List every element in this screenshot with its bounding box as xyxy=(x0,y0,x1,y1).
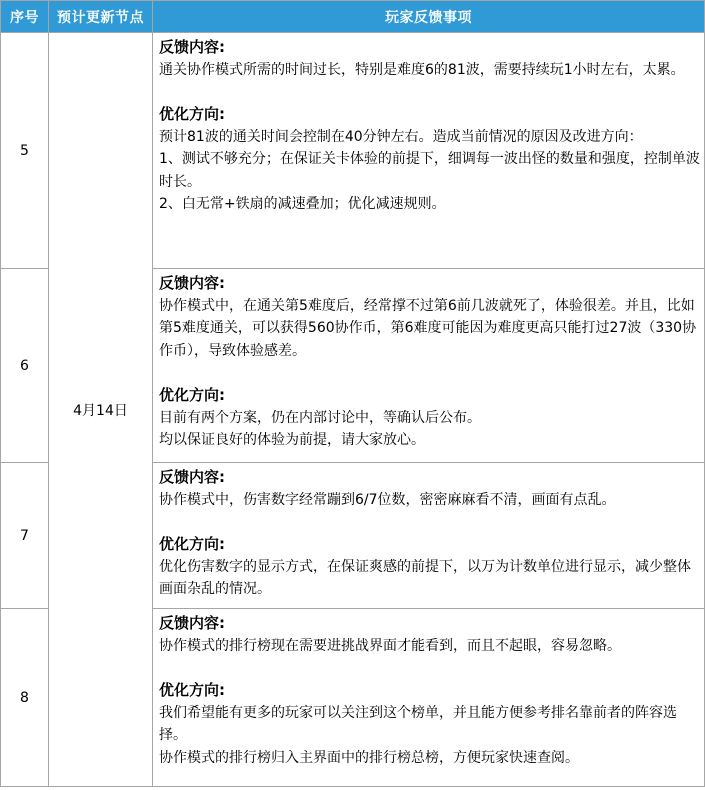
header-update-node: 预计更新节点 xyxy=(49,1,153,33)
direction-heading: 优化方向: xyxy=(159,386,225,404)
row-index: 5 xyxy=(1,33,49,269)
feedback-text: 协作模式的排行榜现在需要进挑战界面才能看到，而且不起眼，容易忽略。 xyxy=(159,637,621,654)
feedback-heading: 反馈内容: xyxy=(159,38,225,56)
feedback-heading: 反馈内容: xyxy=(159,274,225,292)
direction-heading: 优化方向: xyxy=(159,105,225,123)
row-content xyxy=(153,463,705,609)
feedback-text: 协作模式中，在通关第5难度后，经常撑不过第6前几波就死了，体验很差。并且，比如第5难度通关，可以获得560协作币，第6难度可能因为难度更高只能打过27波（330协作币），导致体验感差。 xyxy=(159,297,697,359)
header-index: 序号 xyxy=(1,1,49,33)
direction-heading: 优化方向: xyxy=(159,535,225,553)
row-index: 6 xyxy=(1,269,49,463)
feedback-text: 通关协作模式所需的时间过长，特别是难度6的81波，需要持续玩1小时左右，太累。 xyxy=(159,61,685,78)
direction-text: 优化伤害数字的显示方式，在保证爽感的前提下，以万为计数单位进行显示，减少整体画面杂乱的情况。 xyxy=(159,558,691,597)
row-index: 7 xyxy=(1,463,49,609)
update-date-cell: 4月14日 xyxy=(49,33,153,787)
table-row xyxy=(1,33,705,269)
feedback-heading: 反馈内容: xyxy=(159,614,225,632)
direction-text: 1、测试不够充分；在保证关卡体验的前提下，细调每一波出怪的数量和强度，控制单波时长。 xyxy=(159,151,700,190)
row-content xyxy=(153,33,705,269)
direction-text: 均以保证良好的体验为前提，请大家放心。 xyxy=(159,432,425,448)
feedback-text: 协作模式中，伤害数字经常蹦到6/7位数，密密麻麻看不清，画面有点乱。 xyxy=(159,491,616,508)
direction-text: 目前有两个方案，仍在内部讨论中，等确认后公布。 xyxy=(159,409,481,426)
direction-text: 协作模式的排行榜归入主界面中的排行榜总榜，方便玩家快速查阅。 xyxy=(159,749,579,766)
row-content xyxy=(153,269,705,463)
feedback-heading: 反馈内容: xyxy=(159,468,225,486)
row-content xyxy=(153,609,705,787)
header-feedback-items: 玩家反馈事项 xyxy=(153,1,705,33)
row-index: 8 xyxy=(1,609,49,787)
header-row xyxy=(1,1,705,33)
direction-text: 2、白无常+铁扇的减速叠加；优化减速规则。 xyxy=(159,196,446,212)
direction-text: 预计81波的通关时间会控制在40分钟左右。造成当前情况的原因及改进方向： xyxy=(159,128,643,145)
direction-text: 我们希望能有更多的玩家可以关注到这个榜单，并且能方便参考排名靠前者的阵容选择。 xyxy=(159,704,677,743)
direction-heading: 优化方向: xyxy=(159,681,225,699)
